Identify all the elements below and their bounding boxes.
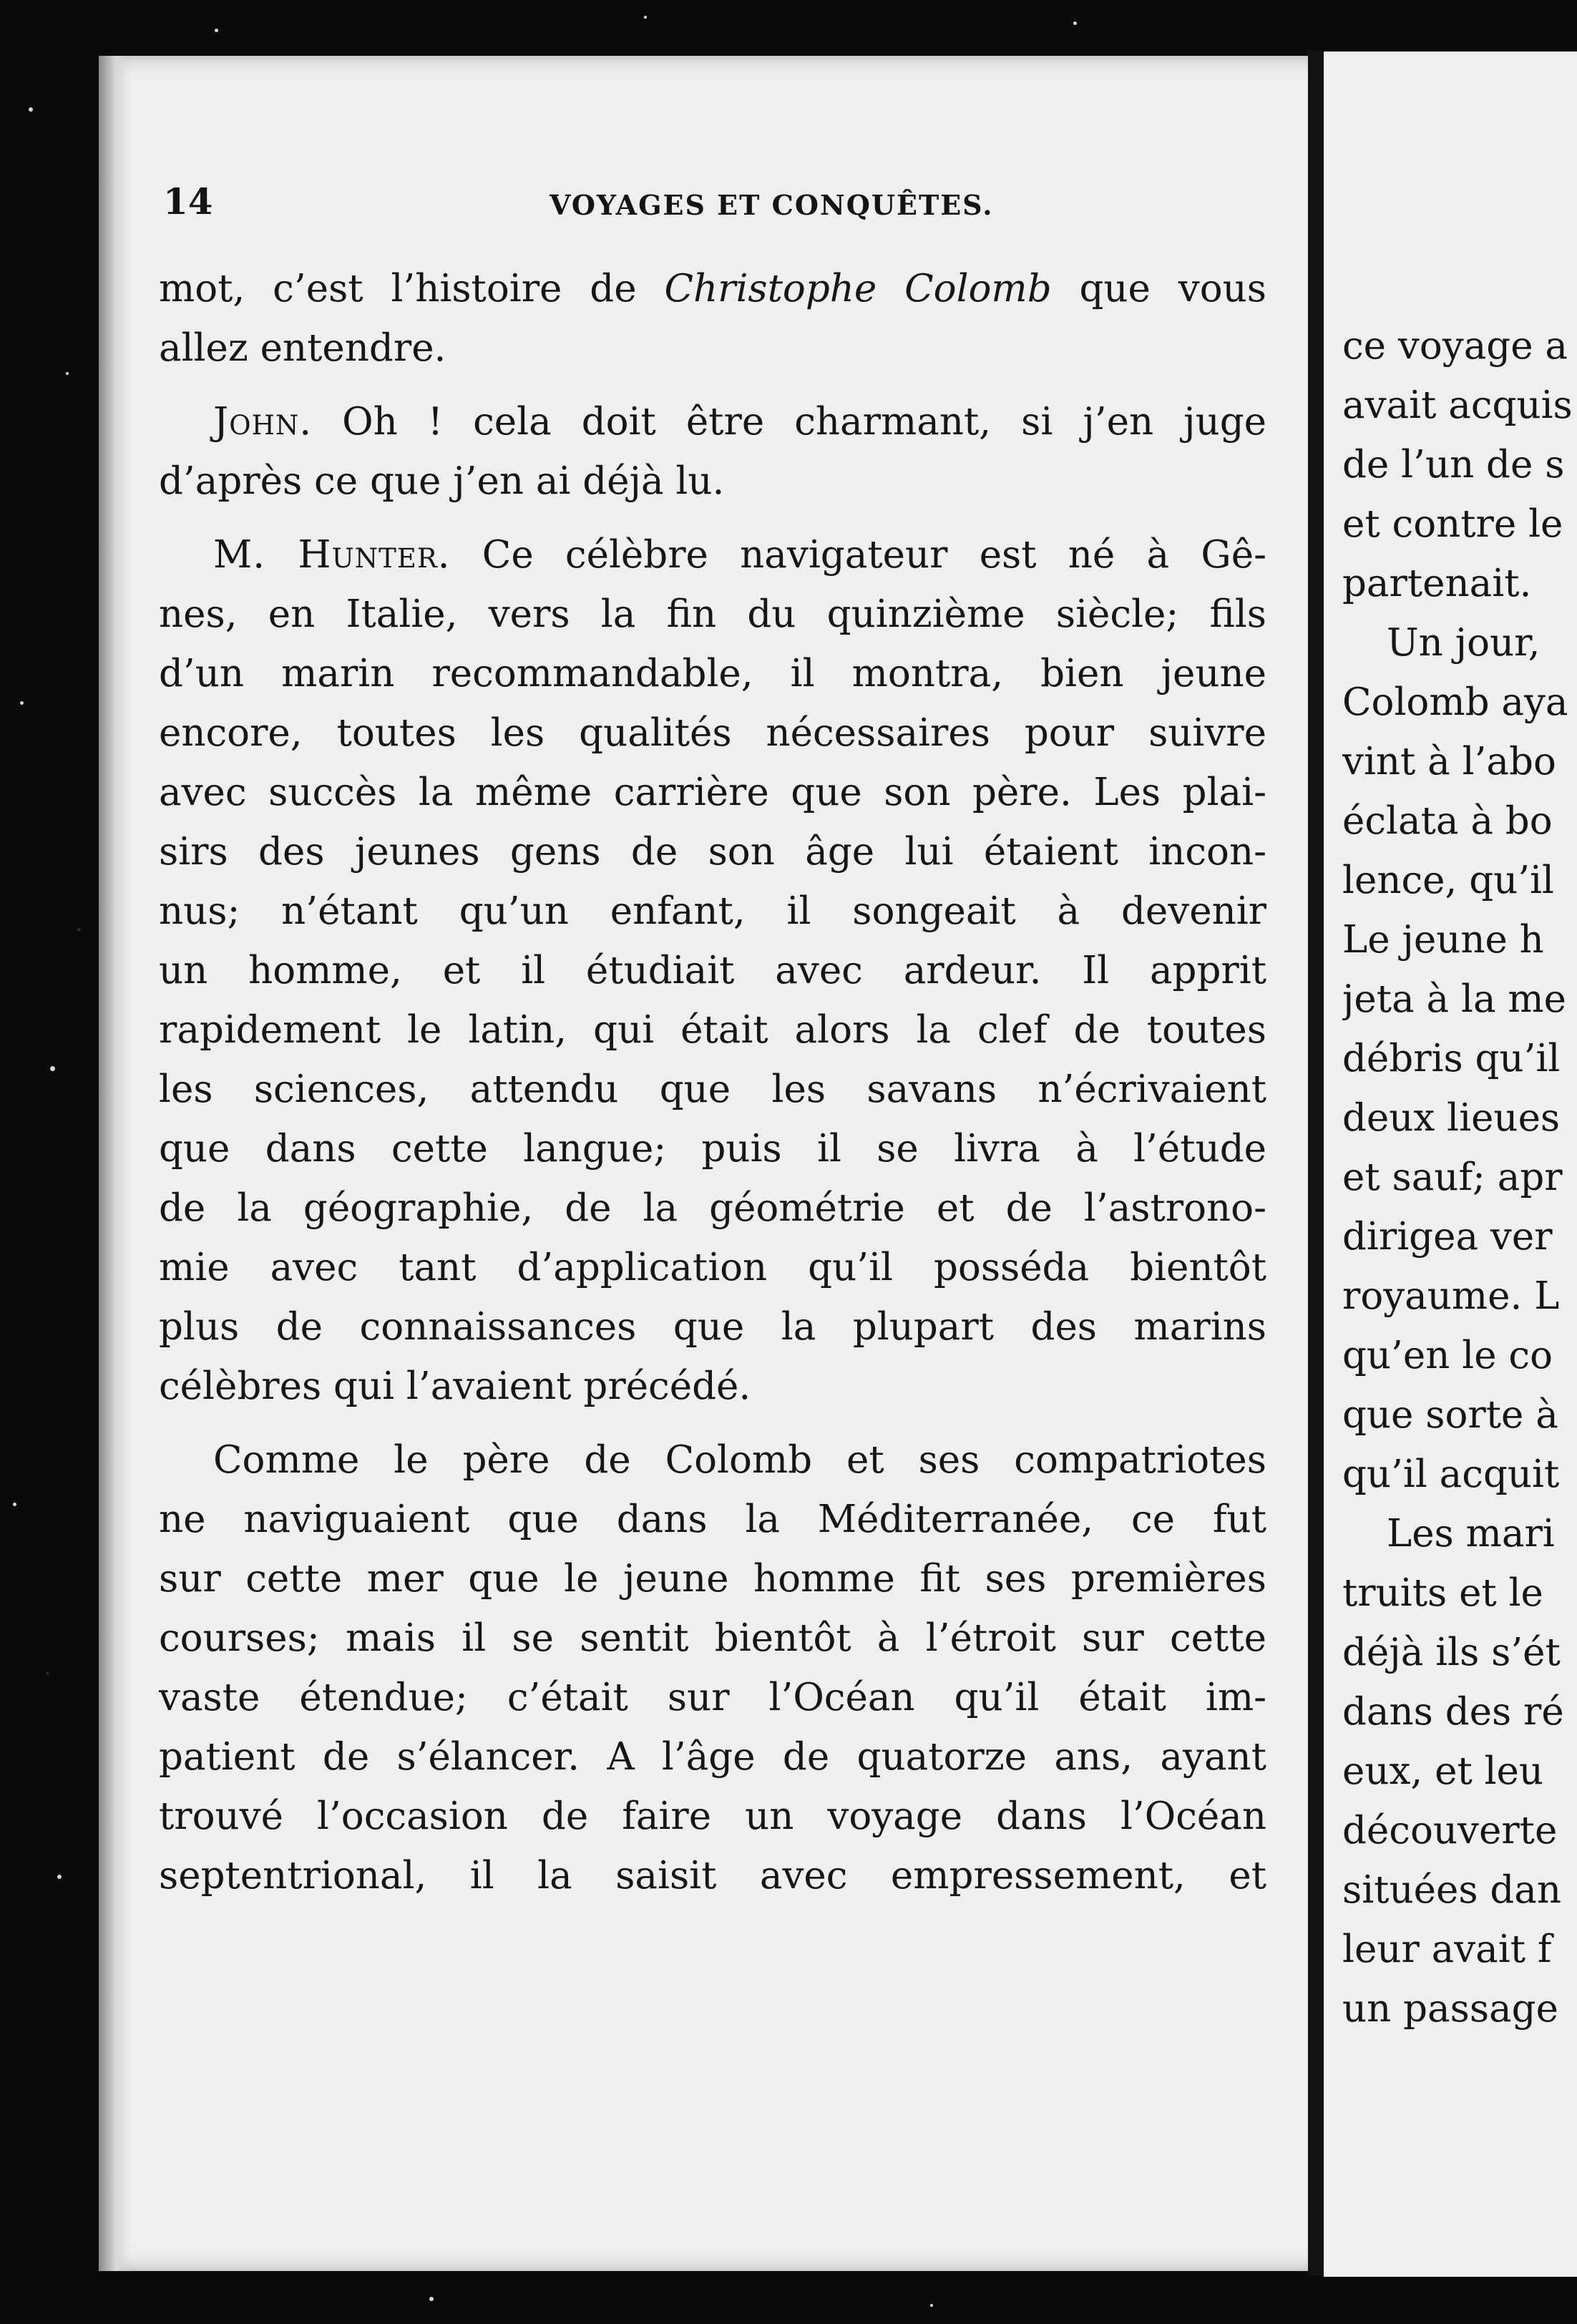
body-line: de la géographie, de la géométrie et de l’astrono-	[159, 1186, 1266, 1230]
right-line: truits et le	[1342, 1571, 1543, 1615]
dust-speck	[429, 2297, 434, 2301]
body-line	[159, 392, 1266, 451]
right-line: et contre le	[1342, 502, 1563, 546]
left-page-body	[159, 259, 1266, 1905]
body-line	[159, 525, 1266, 585]
right-page-text	[1342, 316, 1577, 2039]
speaker-name: M. Hunter.	[213, 533, 451, 577]
body-line: nes, en Italie, vers la fin du quinzième siècle; fils	[159, 592, 1266, 636]
right-line: lence, qu’il	[1342, 859, 1555, 902]
speaker-name: John.	[213, 400, 313, 444]
body-line: un homme, et il étudiait avec ardeur. Il apprit	[159, 949, 1266, 992]
right-line: avait acquis	[1342, 384, 1573, 427]
body-line: courses; mais il se sentit bientôt à l’étroit sur cette	[159, 1616, 1266, 1660]
body-line: rapidement le latin, qui était alors la clef de toutes	[159, 1008, 1266, 1052]
text-fragment: Oh ! cela doit être charmant, si j’en juge	[312, 400, 1266, 444]
italic-name: Christophe Colomb	[664, 267, 1052, 311]
right-line: Un jour,	[1387, 621, 1541, 665]
dust-speck	[29, 107, 33, 112]
body-line: Comme le père de Colomb et ses compatriotes	[213, 1438, 1266, 1482]
dust-speck	[1073, 21, 1077, 25]
right-line: qu’il acquit	[1342, 1452, 1560, 1496]
text-fragment: Ce célèbre navigateur est né à Gê-	[450, 533, 1266, 577]
paragraph-gap	[159, 378, 1266, 392]
right-line: débris qu’il	[1342, 1037, 1561, 1080]
text-fragment: que vous	[1051, 267, 1266, 311]
right-line: jeta à la me	[1342, 977, 1567, 1021]
body-line: célèbres qui l’avaient précédé.	[159, 1364, 751, 1408]
dust-speck	[66, 372, 69, 375]
text-fragment: mot, c’est l’histoire de	[159, 267, 665, 311]
body-line: septentrional, il la saisit avec empressement, et	[159, 1854, 1266, 1898]
body-line: patient de s’élancer. A l’âge de quatorze ans, ayant	[159, 1735, 1266, 1779]
right-line: que sorte à	[1342, 1393, 1558, 1437]
right-line: situées dan	[1342, 1868, 1562, 1912]
right-line: dans des ré	[1342, 1690, 1564, 1734]
body-line: sirs des jeunes gens de son âge lui étaient incon-	[159, 830, 1266, 874]
right-line: éclata à bo	[1342, 799, 1553, 843]
dust-speck	[13, 1503, 16, 1506]
right-line: ce voyage a	[1342, 324, 1568, 368]
right-line: un passage	[1342, 1987, 1558, 2031]
right-line: eux, et leu	[1342, 1749, 1544, 1793]
page-header	[163, 180, 1265, 230]
body-line: encore, toutes les qualités nécessaires pour suivre	[159, 711, 1266, 755]
right-line: découverte	[1342, 1809, 1558, 1852]
right-line: de l’un de s	[1342, 443, 1565, 487]
right-page	[1324, 52, 1577, 2277]
body-line: que dans cette langue; puis il se livra à l’étude	[159, 1127, 1266, 1171]
paragraph-gap	[159, 1416, 1266, 1430]
running-title: VOYAGES ET CONQUÊTES.	[550, 189, 994, 221]
body-line: plus de connaissances que la plupart des marins	[159, 1305, 1266, 1349]
right-line: deux lieues	[1342, 1096, 1561, 1140]
body-line: sur cette mer que le jeune homme fit ses premières	[159, 1557, 1266, 1601]
body-line: les sciences, attendu que les savans n’écrivaient	[159, 1068, 1266, 1111]
right-line: vint à l’abo	[1342, 740, 1556, 783]
right-line: leur avait f	[1342, 1928, 1552, 1971]
right-line: Colomb aya	[1342, 680, 1568, 724]
body-line: allez entendre.	[159, 326, 446, 370]
body-line: ne naviguaient que dans la Méditerranée, ce fut	[159, 1498, 1266, 1541]
body-line: nus; n’étant qu’un enfant, il songeait à devenir	[159, 889, 1266, 933]
dust-speck	[215, 29, 218, 32]
body-line: avec succès la même carrière que son père. Les plai-	[159, 771, 1266, 814]
right-line: Les mari	[1387, 1512, 1555, 1556]
book-gutter	[1308, 50, 1324, 2275]
dust-speck	[930, 2304, 933, 2307]
right-line: déjà ils s’ét	[1342, 1631, 1561, 1674]
body-line: d’après ce que j’en ai déjà lu.	[159, 459, 725, 503]
right-line: et sauf; apr	[1342, 1156, 1563, 1199]
body-line: d’un marin recommandable, il montra, bien jeune	[159, 652, 1266, 695]
dust-speck	[57, 1875, 62, 1879]
right-line: qu’en le co	[1342, 1334, 1553, 1377]
right-line: dirigea ver	[1342, 1215, 1553, 1259]
right-line: Le jeune h	[1342, 918, 1544, 962]
paragraph-gap	[159, 511, 1266, 525]
dust-speck	[20, 701, 24, 705]
body-line: vaste étendue; c’était sur l’Océan qu’il était im-	[159, 1676, 1266, 1719]
dust-speck	[644, 16, 647, 19]
body-line: trouvé l’occasion de faire un voyage dans l’Océan	[159, 1795, 1266, 1838]
body-line	[159, 259, 1266, 318]
right-line: partenait.	[1342, 562, 1532, 605]
right-line: royaume. L	[1342, 1274, 1560, 1318]
body-line: mie avec tant d’application qu’il posséda bientôt	[159, 1246, 1266, 1289]
dust-speck	[50, 1066, 55, 1071]
page-number: 14	[163, 180, 213, 223]
